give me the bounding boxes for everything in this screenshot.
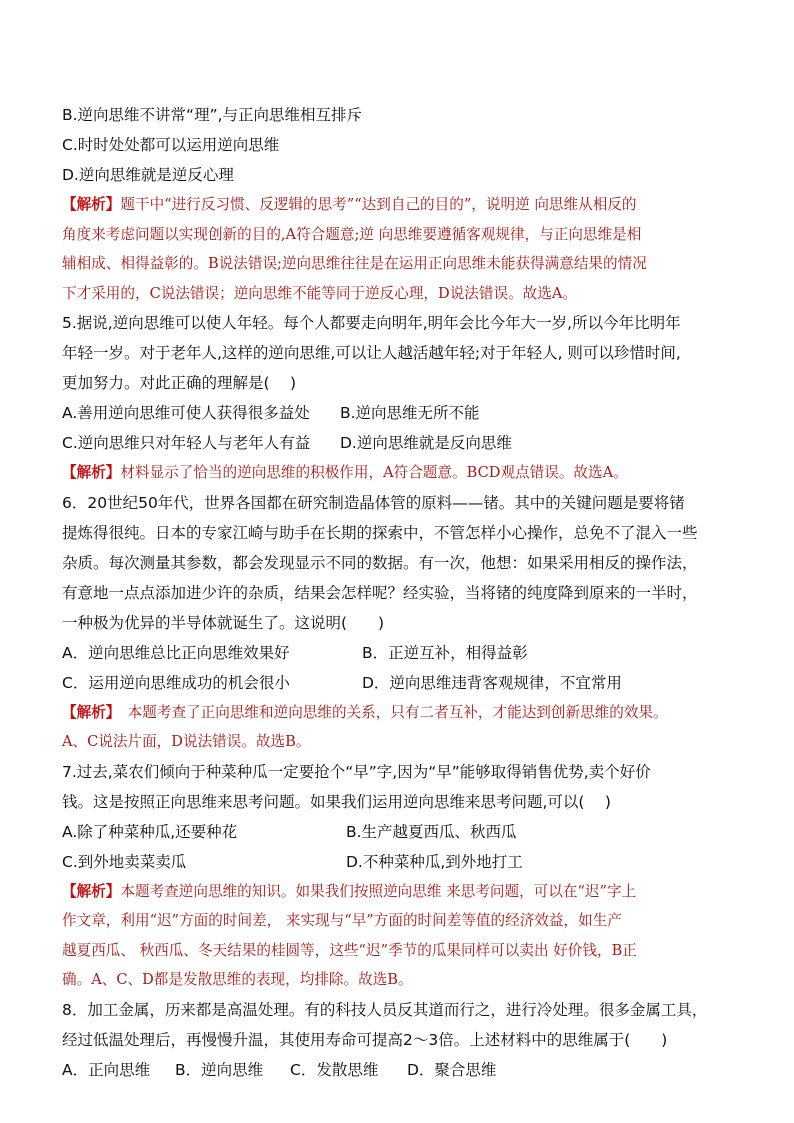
analysis-tag: 【解析】 <box>62 703 114 721</box>
q4-option-d: D.逆向思维就是逆反心理 <box>62 166 234 184</box>
q7-options-row-1 <box>62 817 732 847</box>
q6-option-d: D．逆向思维违背客观规律，不宜常用 <box>362 673 622 692</box>
q4-analysis-line-3: 辅相成、相得益彰的。B说法错误;逆向思维往往是在运用正向思维未能获得满意结果的情况 <box>62 255 647 272</box>
q6-stem-line-2: 提炼得很纯。日本的专家江崎与助手在长期的探索中，不管怎样小心操作，总免不了混入一些 <box>62 523 698 542</box>
q8-option-b: B．逆向思维 <box>175 1060 264 1079</box>
q7-stem-line-2: 钱。这是按照正向思维来思考问题。如果我们运用逆向思维来思考问题,可以( ) <box>62 792 611 811</box>
q4-option-c: C.时时处处都可以运用逆向思维 <box>62 136 280 154</box>
q5-stem-line-3: 更加努力。对此正确的理解是( ) <box>62 374 297 392</box>
q5-option-a: A.善用逆向思维可使人获得很多益处 <box>62 404 310 422</box>
q7-analysis-line-4: 确。A、C、D都是发散思维的表现，均排除。故选B。 <box>62 971 413 988</box>
q6-option-a: A．逆向思维总比正向思维效果好 <box>62 643 290 662</box>
q7-options-row-2 <box>62 847 732 877</box>
q6-option-c: C．运用逆向思维成功的机会很小 <box>62 673 290 692</box>
q5-options-row-1 <box>62 398 732 428</box>
q4-option-b: B.逆向思维不讲常“理”,与正向思维相互排斥 <box>62 106 363 124</box>
q7-analysis-line-2: 作文章，利用“迟”方面的时间差， 来实现与“早”方面的时间差等值的经济效益，如生产 <box>62 912 622 929</box>
q5-stem-line-2: 年轻一岁。对于老年人,这样的逆向思维,可以让人越活越年轻;对于年轻人, 则可以珍惜时间, <box>62 344 681 362</box>
q4-analysis-line-4: 下才采用的，C说法错误；逆向思维不能等同于逆反心理，D说法错误。故选A。 <box>62 284 578 302</box>
analysis-tag: 【解析】 <box>62 882 121 900</box>
q7-option-b: B.生产越夏西瓜、秋西瓜 <box>346 822 517 841</box>
q6-stem-line-4: 有意地一点点添加进少许的杂质，结果会怎样呢？经实验，当将锗的纯度降到原来的一半时， <box>62 583 698 602</box>
q8-stem-line-2: 经过低温处理后，再慢慢升温，其使用寿命可提高2～3倍。上述材料中的思维属于( ) <box>62 1030 668 1049</box>
q6-stem-line-5: 一种极为优异的半导体就诞生了。这说明( ) <box>62 613 385 632</box>
analysis-tag: 【解析】 <box>62 196 121 213</box>
q6-option-b: B．正逆互补，相得益彰 <box>362 643 528 662</box>
q7-option-a: A.除了种菜种瓜,还要种花 <box>62 822 238 841</box>
q5-option-b: B.逆向思维无所不能 <box>340 404 480 422</box>
q5-analysis: 【解析】材料显示了恰当的逆向思维的积极作用，A符合题意。BCD观点错误。故选A。 <box>62 464 628 481</box>
q4-analysis-line-2: 角度来考虑问题以实现创新的目的,A符合题意;逆 向思维要遵循客观规律，与正向思维是相 <box>62 225 642 243</box>
q7-option-d: D.不种菜种瓜,到外地打工 <box>346 852 523 871</box>
q8-option-a: A．正向思维 <box>62 1060 151 1079</box>
q8-options-row <box>62 1055 732 1085</box>
q7-analysis-line-1: 【解析】本题考查逆向思维的知识。如果我们按照逆向思维 来思考问题，可以在“迟”字上 <box>62 882 637 900</box>
q6-analysis-line-2: A、C说法片面，D说法错误。故选B。 <box>62 733 311 750</box>
q6-analysis-line-1: 【解析】 本题考查了正向思维和逆向思维的关系，只有二者互补，才能达到创新思维的效果。 <box>62 703 668 721</box>
q7-option-c: C.到外地卖菜卖瓜 <box>62 852 187 871</box>
q7-stem-line-1: 7.过去,菜农们倾向于种菜种瓜一定要抢个“早”字,因为“早”能够取得销售优势,卖个好价 <box>62 762 651 781</box>
q8-option-c: C．发散思维 <box>290 1060 379 1079</box>
q8-option-d: D．聚合思维 <box>407 1060 497 1079</box>
q5-option-c: C.逆向思维只对年轻人与老年人有益 <box>62 434 311 452</box>
q5-stem-line-1: 5.据说,逆向思维可以使人年轻。每个人都要走向明年,明年会比今年大一岁,所以今年比明年 <box>62 314 681 332</box>
q5-options-row-2 <box>62 428 732 458</box>
q6-options-row-1 <box>62 638 732 668</box>
q6-options-row-2 <box>62 668 732 698</box>
q6-stem-line-3: 杂质。每次测量其参数，都会发现显示不同的数据。有一次，他想：如果采用相反的操作法， <box>62 553 698 572</box>
q8-stem-line-1: 8．加工金属，历来都是高温处理。有的科技人员反其道而行之，进行冷处理。很多金属工具， <box>62 1000 708 1019</box>
document-content <box>62 100 732 1085</box>
q4-analysis-line-1: 【解析】题干中“进行反习惯、反逻辑的思考”“达到自己的目的”，说明逆 向思维从相反的 <box>62 196 637 213</box>
analysis-tag: 【解析】 <box>62 464 121 481</box>
q5-option-d: D.逆向思维就是反向思维 <box>340 434 512 452</box>
q7-analysis-line-3: 越夏西瓜、 秋西瓜、冬天结果的桂圆等，这些“迟”季节的瓜果同样可以卖出 好价钱，B正 <box>62 941 637 959</box>
q6-stem-line-1: 6．20世纪50年代，世界各国都在研究制造晶体管的原料——锗。其中的关键问题是要将锗 <box>62 493 685 512</box>
